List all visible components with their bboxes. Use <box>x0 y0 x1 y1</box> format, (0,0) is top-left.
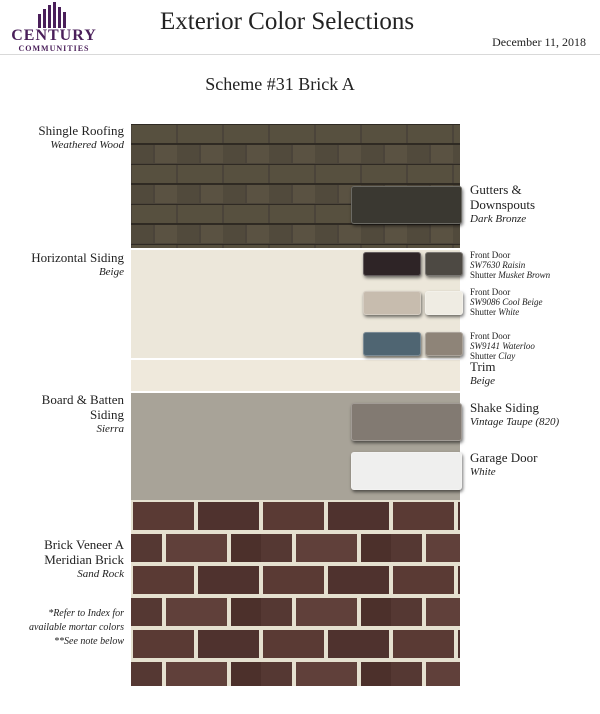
note-line: *Refer to Index for <box>48 608 124 619</box>
label-name-line2: Meridian Brick <box>44 552 124 567</box>
header-divider <box>0 54 600 55</box>
label-horizontal-siding <box>31 250 124 279</box>
door-color: SW9086 Cool Beige <box>470 297 543 307</box>
label-shake-siding <box>470 400 559 430</box>
label-trim <box>470 359 496 389</box>
shutter-color: Musket Brown <box>498 270 551 280</box>
door-swatch <box>363 291 421 315</box>
label-door-option-1 <box>470 250 550 280</box>
shake-siding-swatch <box>351 403 462 441</box>
label-color: Beige <box>98 266 124 278</box>
door-label: Front Door <box>470 331 511 341</box>
label-name-line2: Siding <box>90 407 124 422</box>
shutter-swatch <box>425 291 463 315</box>
scheme-title: Scheme #31 Brick A <box>205 74 355 94</box>
door-color: SW7630 Raisin <box>470 260 526 270</box>
label-name: Trim <box>470 359 496 374</box>
shutter-label: Shutter <box>470 351 496 361</box>
note-line: **See note below <box>54 636 124 647</box>
label-gutters <box>470 182 535 227</box>
label-door-option-3 <box>470 331 535 361</box>
door-swatch <box>363 332 421 356</box>
label-name: Shingle Roofing <box>38 123 124 138</box>
label-name-line2: Downspouts <box>470 197 536 212</box>
label-name-line1: Brick Veneer A <box>44 537 124 552</box>
mortar-note <box>29 607 124 649</box>
document-date: December 11, 2018 <box>492 35 586 49</box>
door-label: Front Door <box>470 250 511 260</box>
note-line: available mortar colors <box>29 622 124 633</box>
label-name-line1: Gutters & <box>470 182 522 197</box>
label-color: Vintage Taupe (820) <box>470 416 560 428</box>
gutters-swatch <box>351 186 462 224</box>
logo-wordmark: CENTURY <box>11 27 97 44</box>
label-color: Weathered Wood <box>50 139 124 151</box>
door-label: Front Door <box>470 287 511 297</box>
label-shingle-roofing <box>38 123 124 152</box>
label-color: Beige <box>470 375 496 387</box>
label-color: Sierra <box>96 423 124 435</box>
shutter-color: Clay <box>498 351 516 361</box>
label-brick-veneer <box>44 537 124 581</box>
label-name-line1: Board & Batten <box>41 392 124 407</box>
shutter-swatch <box>425 252 463 276</box>
page-title: Exterior Color Selections <box>160 8 415 35</box>
label-name: Horizontal Siding <box>31 250 124 265</box>
brick-texture <box>131 500 460 686</box>
shutter-color: White <box>498 307 520 317</box>
trim-sample <box>131 360 460 391</box>
label-board-batten <box>42 392 124 436</box>
garage-door-swatch <box>351 452 462 490</box>
label-name: Shake Siding <box>470 400 539 415</box>
label-garage-door <box>470 450 538 480</box>
shutter-swatch <box>425 332 463 356</box>
brick-veneer-sample <box>131 500 460 686</box>
logo-building-icon <box>36 2 70 28</box>
label-color: White <box>470 466 496 478</box>
logo-subtitle: COMMUNITIES <box>18 44 90 53</box>
label-color: Dark Bronze <box>470 213 527 225</box>
shutter-label: Shutter <box>470 270 496 280</box>
door-color: SW9141 Waterloo <box>470 341 535 351</box>
label-name: Garage Door <box>470 450 538 465</box>
label-color: Sand Rock <box>77 568 124 580</box>
door-swatch <box>363 252 421 276</box>
shutter-label: Shutter <box>470 307 496 317</box>
label-door-option-2 <box>470 287 543 317</box>
